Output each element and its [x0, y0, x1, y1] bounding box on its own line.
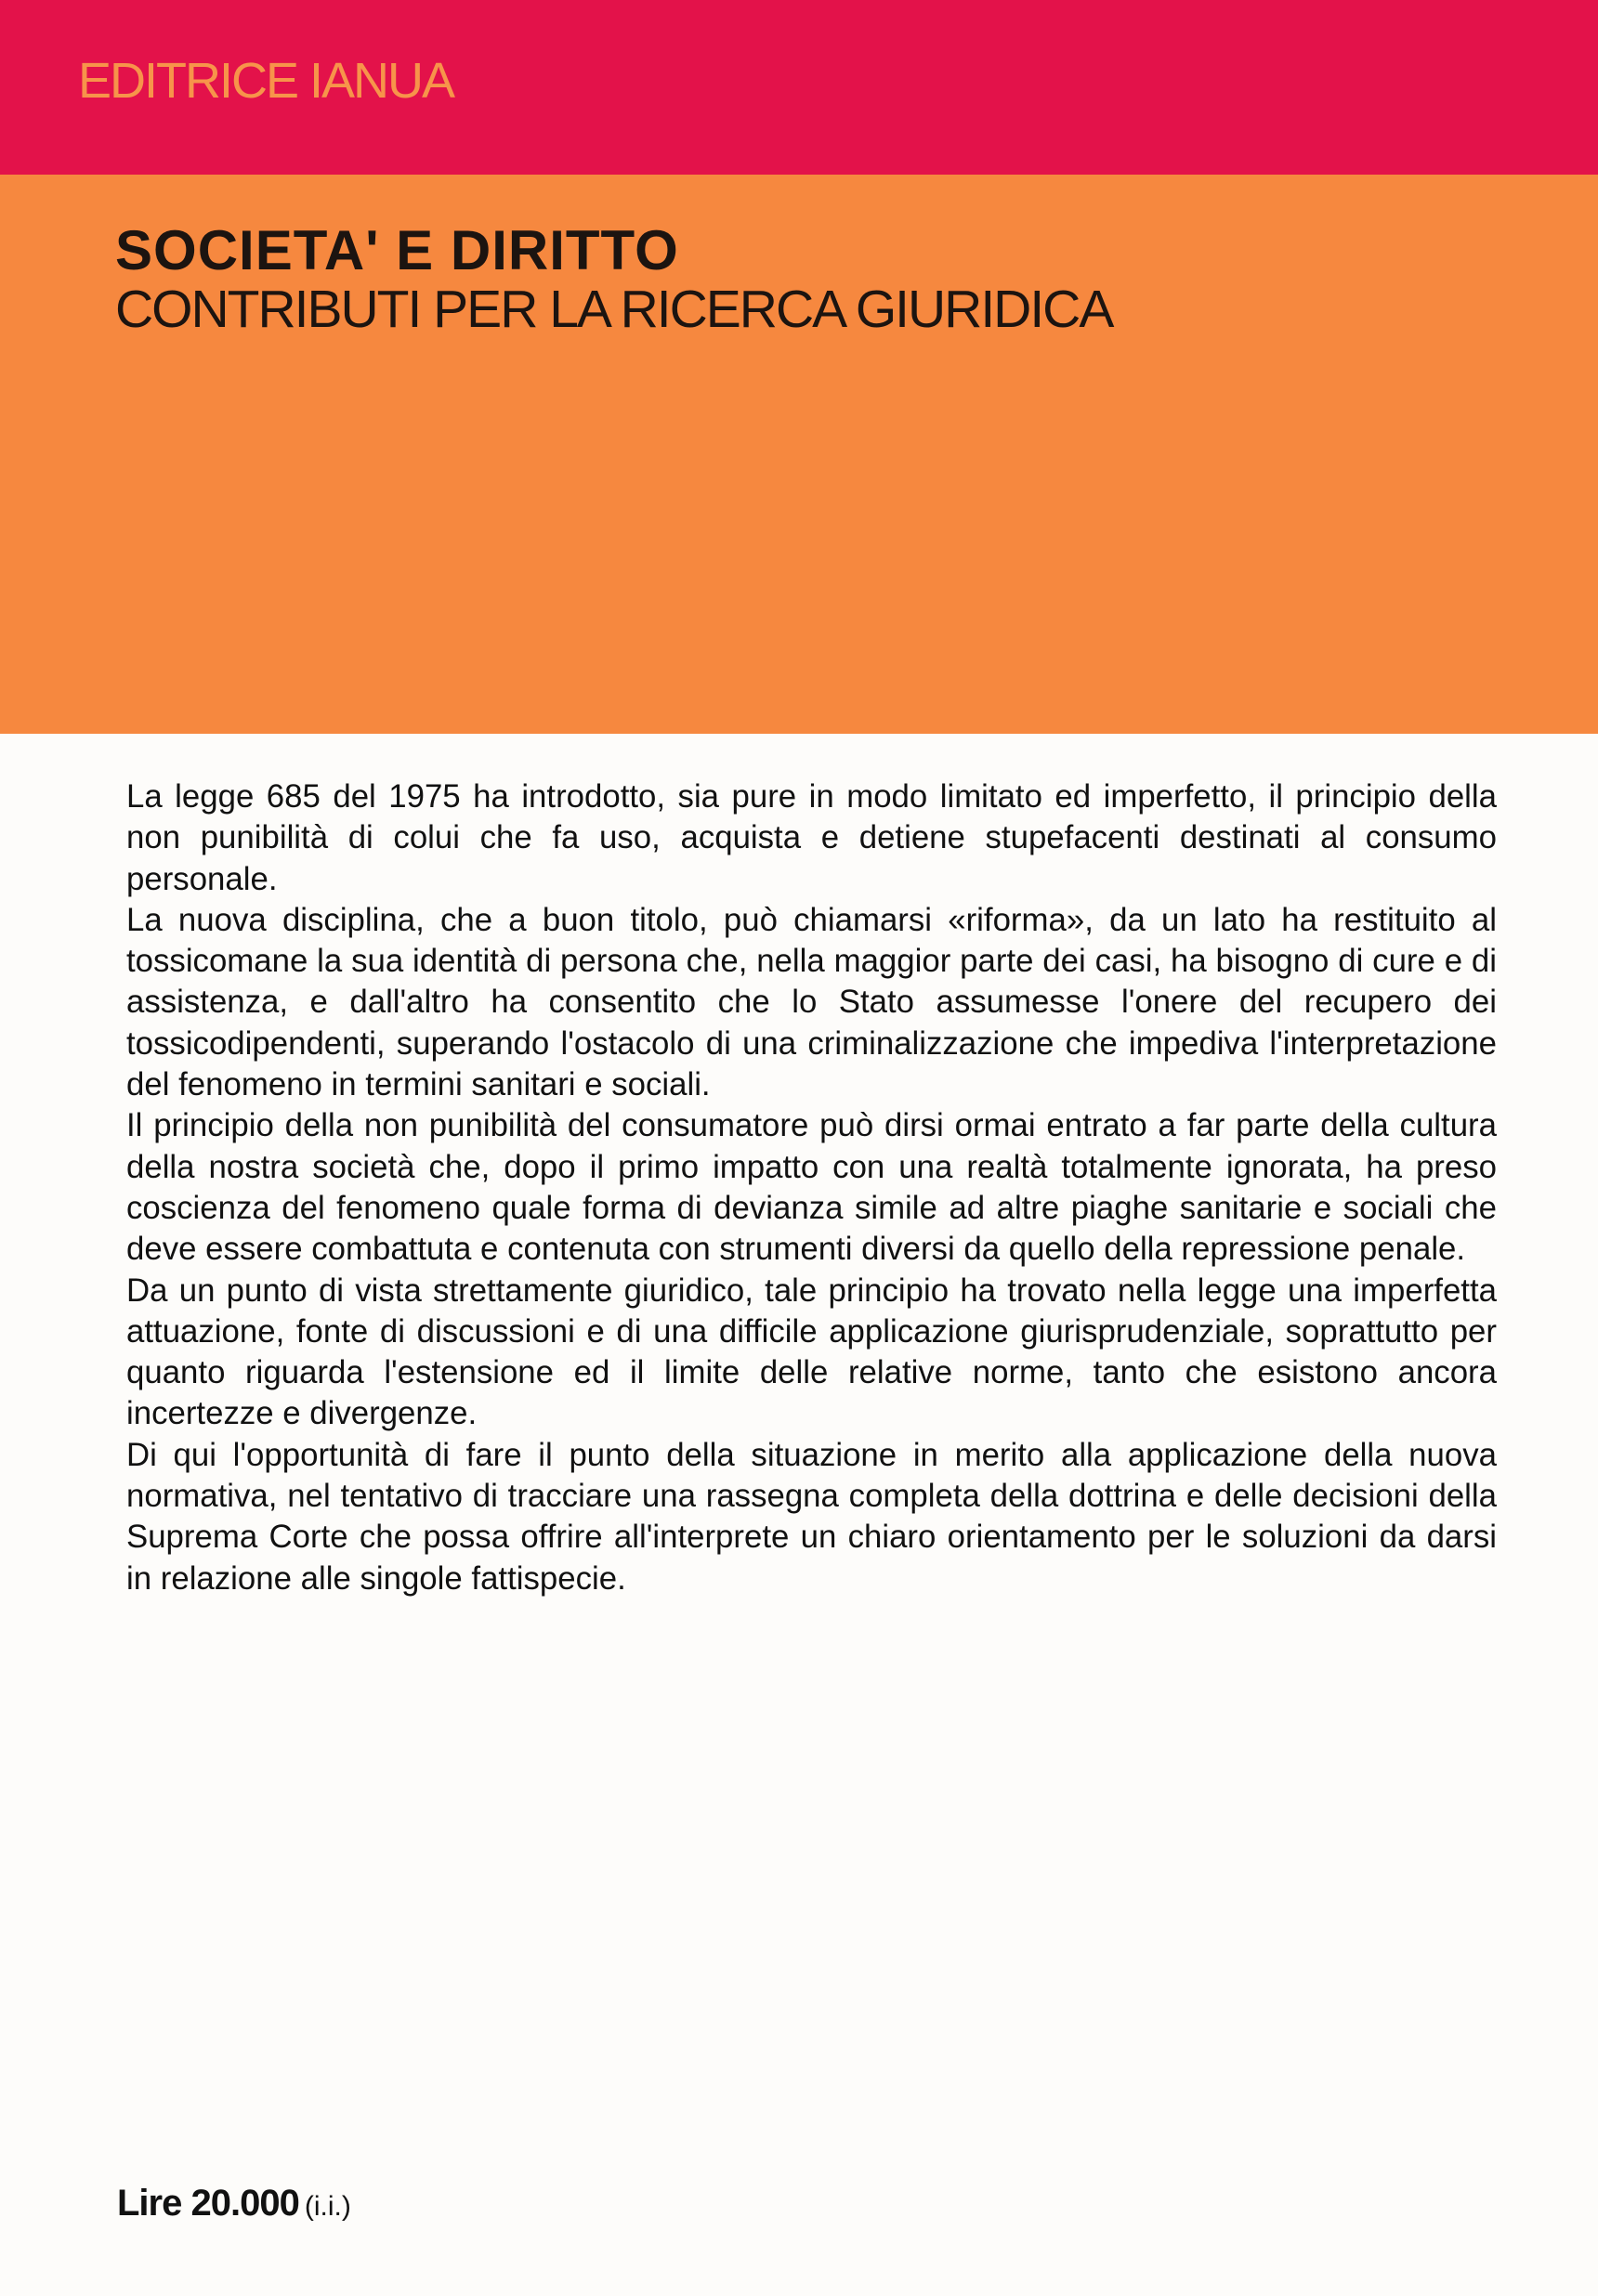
blurb-paragraph: Da un punto di vista strettamente giuridico, tale principio ha trovato nella legge una imperfetta attuazione, fonte di discussioni e di una difficile applicazione giurisprudenziale, soprattutto per quanto riguarda l'estensione ed il limite delle relative norme, tanto che esistono ancora incertezze e divergenze.: [126, 1272, 1497, 1432]
blurb-paragraph: Di qui l'opportunità di fare il punto della situazione in merito alla applicazione della nuova normativa, nel tentativo di tracciare una rassegna completa della dottrina e delle decisioni della Suprema Corte che possa offrire all'interprete un chiaro orientamento per le soluzioni da darsi in relazione alle singole fattispecie.: [126, 1436, 1497, 1597]
blurb-paragraph: Il principio della non punibilità del consumatore può dirsi ormai entrato a far parte della cultura della nostra società che, dopo il primo impatto con una realtà totalmente ignorata, ha preso coscienza del fenomeno quale forma di devianza simile ad altre piaghe sanitarie e sociali che deve essere combattuta e contenuta con strumenti diversi da quello della repressione penale.: [126, 1107, 1497, 1268]
publisher-name: EDITRICE IANUA: [78, 53, 454, 109]
blurb-text: [126, 776, 1497, 1599]
series-subtitle: CONTRIBUTI PER LA RICERCA GIURIDICA: [115, 280, 1113, 339]
series-title: SOCIETA' E DIRITTO: [115, 219, 679, 281]
price-label: [117, 2185, 351, 2222]
blurb-paragraph: La legge 685 del 1975 ha introdotto, sia pure in modo limitato ed imperfetto, il principio della non punibilità di colui che fa uso, acquista e detiene stupefacenti destinati al consumo personale.: [126, 778, 1497, 897]
price-amount: Lire 20.000: [117, 2183, 299, 2224]
price-note: (i.i.): [304, 2191, 351, 2222]
blurb-paragraph: La nuova disciplina, che a buon titolo, può chiamarsi «riforma», da un lato ha restituito al tossicomane la sua identità di persona che, nella maggior parte dei casi, ha bisogno di cure e di assistenza, e dall'altro ha consentito che lo Stato assumesse l'onere del recupero dei tossicodipendenti, superando l'ostacolo di una criminalizzazione che impediva l'interpretazione del fenomeno in termini sanitari e sociali.: [126, 901, 1497, 1103]
